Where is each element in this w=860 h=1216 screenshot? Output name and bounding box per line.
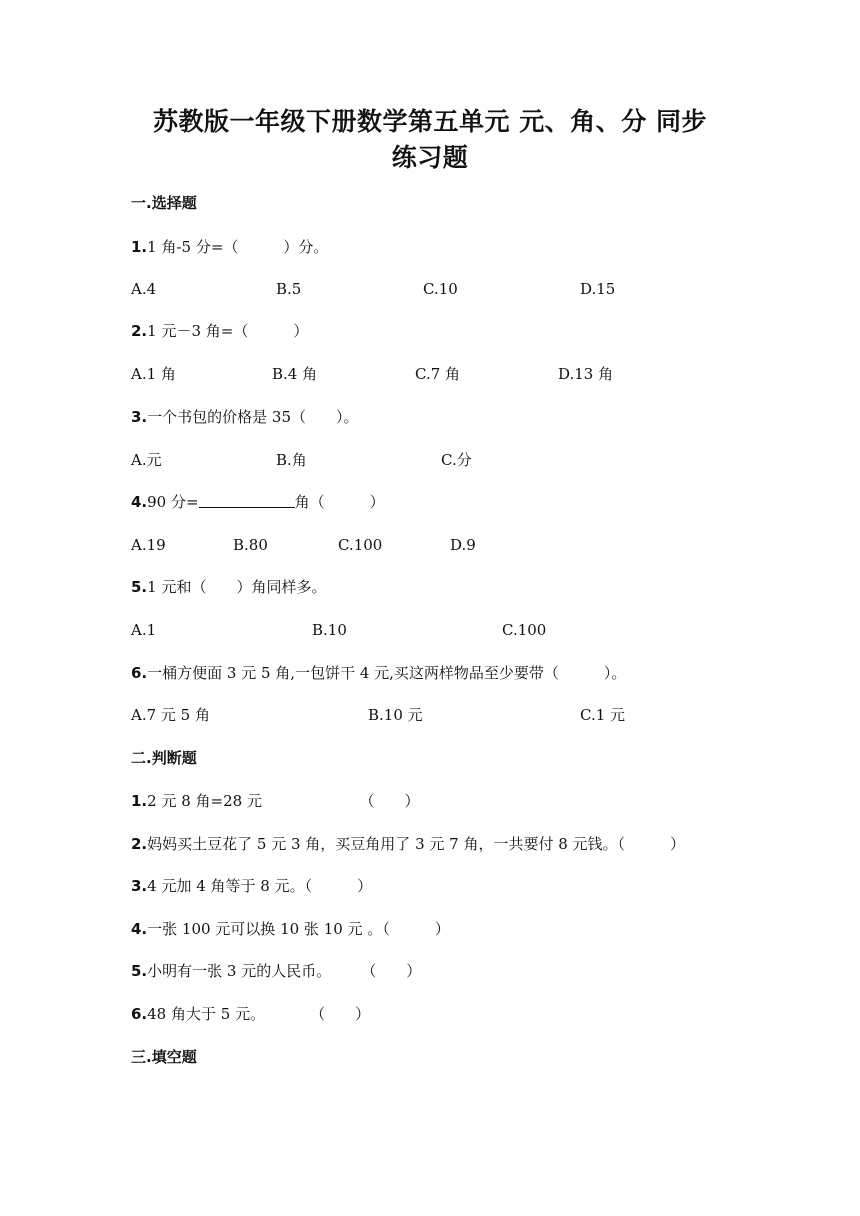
- question-text-before: 90 分=: [147, 493, 199, 511]
- option-b: B.角: [276, 451, 307, 469]
- option-d: D.9: [450, 536, 476, 554]
- question-text: 一个书包的价格是 35（ ）。: [147, 408, 359, 426]
- question-1-6: [131, 663, 626, 683]
- question-2-3: [131, 876, 372, 896]
- question-text: 4 元加 4 角等于 8 元。（ ）: [147, 877, 373, 895]
- question-2-4: [131, 919, 450, 939]
- option-b: B.80: [233, 536, 268, 554]
- option-a: A.19: [131, 536, 166, 554]
- option-c: C.100: [338, 536, 383, 554]
- option-c: C.10: [423, 280, 458, 298]
- question-number: 3.: [131, 408, 148, 426]
- option-a: A.4: [131, 280, 157, 298]
- question-text: 2 元 8 角=28 元 （ ）: [147, 792, 420, 810]
- question-number: 5.: [131, 578, 148, 596]
- option-c: C.1 元: [580, 706, 626, 724]
- question-1-4: [131, 492, 385, 512]
- option-a: A.1: [131, 621, 157, 639]
- section-heading-judgement: 二.判断题: [131, 749, 197, 767]
- section-heading-fill-blank: 三.填空题: [131, 1048, 197, 1066]
- question-number: 5.: [131, 962, 148, 980]
- option-c: C.7 角: [415, 365, 461, 383]
- section-heading-choice: 一.选择题: [131, 194, 197, 212]
- question-2-2: [131, 834, 685, 854]
- option-a: A.1 角: [131, 365, 176, 383]
- option-b: B.10 元: [368, 706, 423, 724]
- option-a: A.7 元 5 角: [131, 706, 210, 724]
- question-text: 妈妈买土豆花了 5 元 3 角，买豆角用了 3 元 7 角，一共要付 8 元钱。（ ）: [147, 835, 686, 853]
- question-text: 1 角-5 分=（ ）分。: [147, 238, 329, 256]
- question-1-1: [131, 237, 328, 257]
- option-c: C.分: [441, 451, 472, 469]
- option-a: A.元: [131, 451, 162, 469]
- question-text: 一张 100 元可以换 10 张 10 元 。（ ）: [147, 920, 450, 938]
- question-number: 1.: [131, 238, 148, 256]
- question-2-6: [131, 1004, 370, 1024]
- question-1-3: [131, 407, 359, 427]
- option-b: B.4 角: [272, 365, 318, 383]
- question-text: 1 元－3 角=（ ）: [147, 322, 309, 340]
- option-c: C.100: [502, 621, 547, 639]
- question-number: 3.: [131, 877, 148, 895]
- option-d: D.13 角: [558, 365, 614, 383]
- question-number: 4.: [131, 493, 148, 511]
- title-line-1: 苏教版一年级下册数学第五单元 元、角、分 同步: [153, 107, 707, 136]
- answer-blank[interactable]: [199, 493, 295, 508]
- page-title: [120, 104, 740, 176]
- option-d: D.15: [580, 280, 616, 298]
- option-b: B.10: [312, 621, 347, 639]
- question-number: 4.: [131, 920, 148, 938]
- question-number: 6.: [131, 1005, 148, 1023]
- question-text: 1 元和（ ）角同样多。: [147, 578, 327, 596]
- question-text: 48 角大于 5 元。 （ ）: [147, 1005, 371, 1023]
- question-2-5: [131, 961, 421, 981]
- question-2-1: [131, 791, 419, 811]
- question-number: 2.: [131, 835, 148, 853]
- question-1-5: [131, 577, 326, 597]
- title-line-2: 练习题: [391, 143, 469, 172]
- option-b: B.5: [276, 280, 302, 298]
- question-number: 2.: [131, 322, 148, 340]
- question-text-after: 角（ ）: [294, 493, 385, 511]
- question-number: 1.: [131, 792, 148, 810]
- question-1-2: [131, 321, 308, 341]
- question-text: 一桶方便面 3 元 5 角,一包饼干 4 元,买这两样物品至少要带（ ）。: [147, 664, 627, 682]
- question-text: 小明有一张 3 元的人民币。 （ ）: [147, 962, 422, 980]
- question-number: 6.: [131, 664, 148, 682]
